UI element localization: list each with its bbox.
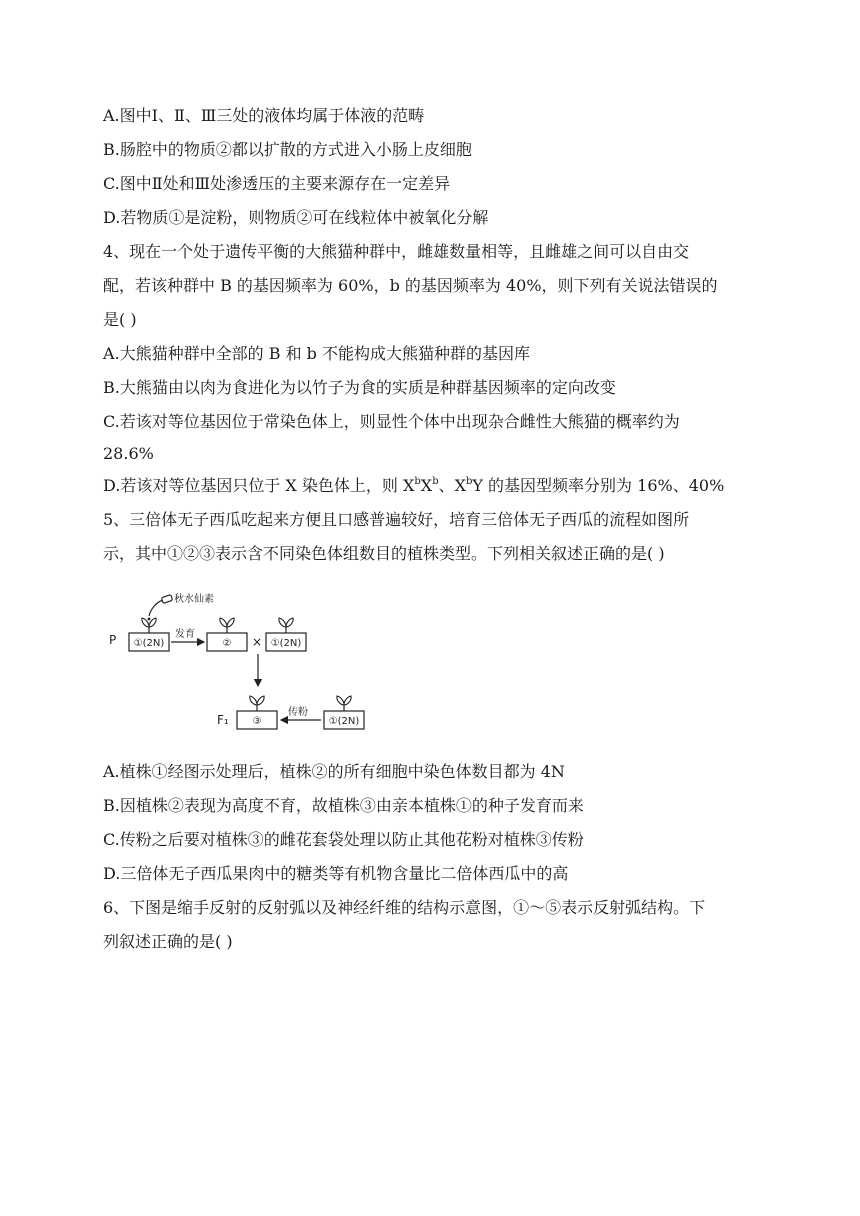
sprout-icon [250, 696, 264, 711]
q4-option-d-sup-1: b [414, 475, 421, 487]
label-p: P [109, 633, 117, 647]
q4-option-d-prefix: D.若该对等位基因只位于 X 染色体上，则 X [103, 476, 415, 495]
q4-option-a: A.大熊猫种群中全部的 B 和 b 不能构成大熊猫种群的基因库 [103, 344, 530, 363]
q5-option-d: D.三倍体无子西瓜果肉中的糖类等有机物含量比二倍体西瓜中的高 [103, 864, 569, 883]
q4-option-c-line-1: C.若该对等位基因位于常染色体上，则显性个体中出现杂合雌性大熊猫的概率约为 [103, 412, 680, 431]
q3-option-a: A.图中Ⅰ、Ⅱ、Ⅲ三处的液体均属于体液的范畴 [103, 106, 425, 125]
q4-option-d-x2: X [420, 476, 433, 495]
box-plant-1-label: ①(2N) [133, 638, 165, 649]
q4-stem-line-2: 配，若该种群中 B 的基因频率为 60%，b 的基因频率为 40%，则下列有关说法错误的 [103, 276, 718, 295]
label-develop: 发育 [175, 629, 195, 640]
q5-stem-line-1: 5、三倍体无子西瓜吃起来方便且口感普遍较好，培育三倍体无子西瓜的流程如图所 [103, 510, 690, 529]
box-plant-4-label: ③ [252, 716, 262, 727]
q5-option-a: A.植株①经图示处理后，植株②的所有细胞中染色体数目都为 4N [103, 762, 565, 781]
box-plant-2-label: ② [222, 638, 232, 649]
q4-stem-line-1: 4、现在一个处于遗传平衡的大熊猫种群中，雌雄数量相等，且雌雄之间可以自由交 [103, 242, 690, 261]
q4-stem-line-3: 是( ) [103, 310, 137, 329]
sprout-icon [337, 696, 351, 711]
label-cross: × [252, 635, 263, 649]
watermelon-breeding-diagram [105, 586, 365, 736]
sprout-icon [220, 618, 234, 633]
label-f1: F₁ [217, 713, 229, 727]
q4-option-d-sup-2: b [432, 475, 439, 487]
q4-option-b: B.大熊猫由以肉为食进化为以竹子为食的实质是种群基因频率的定向改变 [103, 378, 616, 397]
q4-option-d-mid: 、X [438, 476, 466, 495]
q5-option-b: B.因植株②表现为高度不育，故植株③由亲本植株①的种子发育而来 [103, 796, 584, 815]
label-colchicine: 秋水仙素 [174, 594, 214, 605]
label-pollinate: 传粉 [288, 707, 308, 718]
box-plant-5-label: ①(2N) [328, 716, 360, 727]
q3-option-d: D.若物质①是淀粉，则物质②可在线粒体中被氧化分解 [103, 208, 489, 227]
sprout-icon [279, 618, 293, 633]
q4-option-d-sup-3: b [466, 475, 473, 487]
q3-option-b: B.肠腔中的物质②都以扩散的方式进入小肠上皮细胞 [103, 140, 472, 159]
q3-option-c: C.图中Ⅱ处和Ⅲ处渗透压的主要来源存在一定差异 [103, 174, 451, 193]
q4-option-c-line-2: 28.6% [103, 444, 154, 463]
dropper-icon [148, 594, 173, 620]
q6-stem-line-1: 6、下图是缩手反射的反射弧以及神经纤维的结构示意图，①～⑤表示反射弧结构。下 [103, 898, 706, 917]
q5-stem-line-2: 示，其中①②③表示含不同染色体组数目的植株类型。下列相关叙述正确的是( ) [103, 544, 665, 563]
q6-stem-line-2: 列叙述正确的是( ) [103, 932, 233, 951]
q5-option-c: C.传粉之后要对植株③的雌花套袋处理以防止其他花粉对植株③传粉 [103, 830, 584, 849]
q4-option-d [103, 476, 724, 496]
q4-option-d-suffix: Y 的基因型频率分别为 16%、40% [472, 476, 725, 495]
box-plant-3-label: ①(2N) [270, 638, 302, 649]
